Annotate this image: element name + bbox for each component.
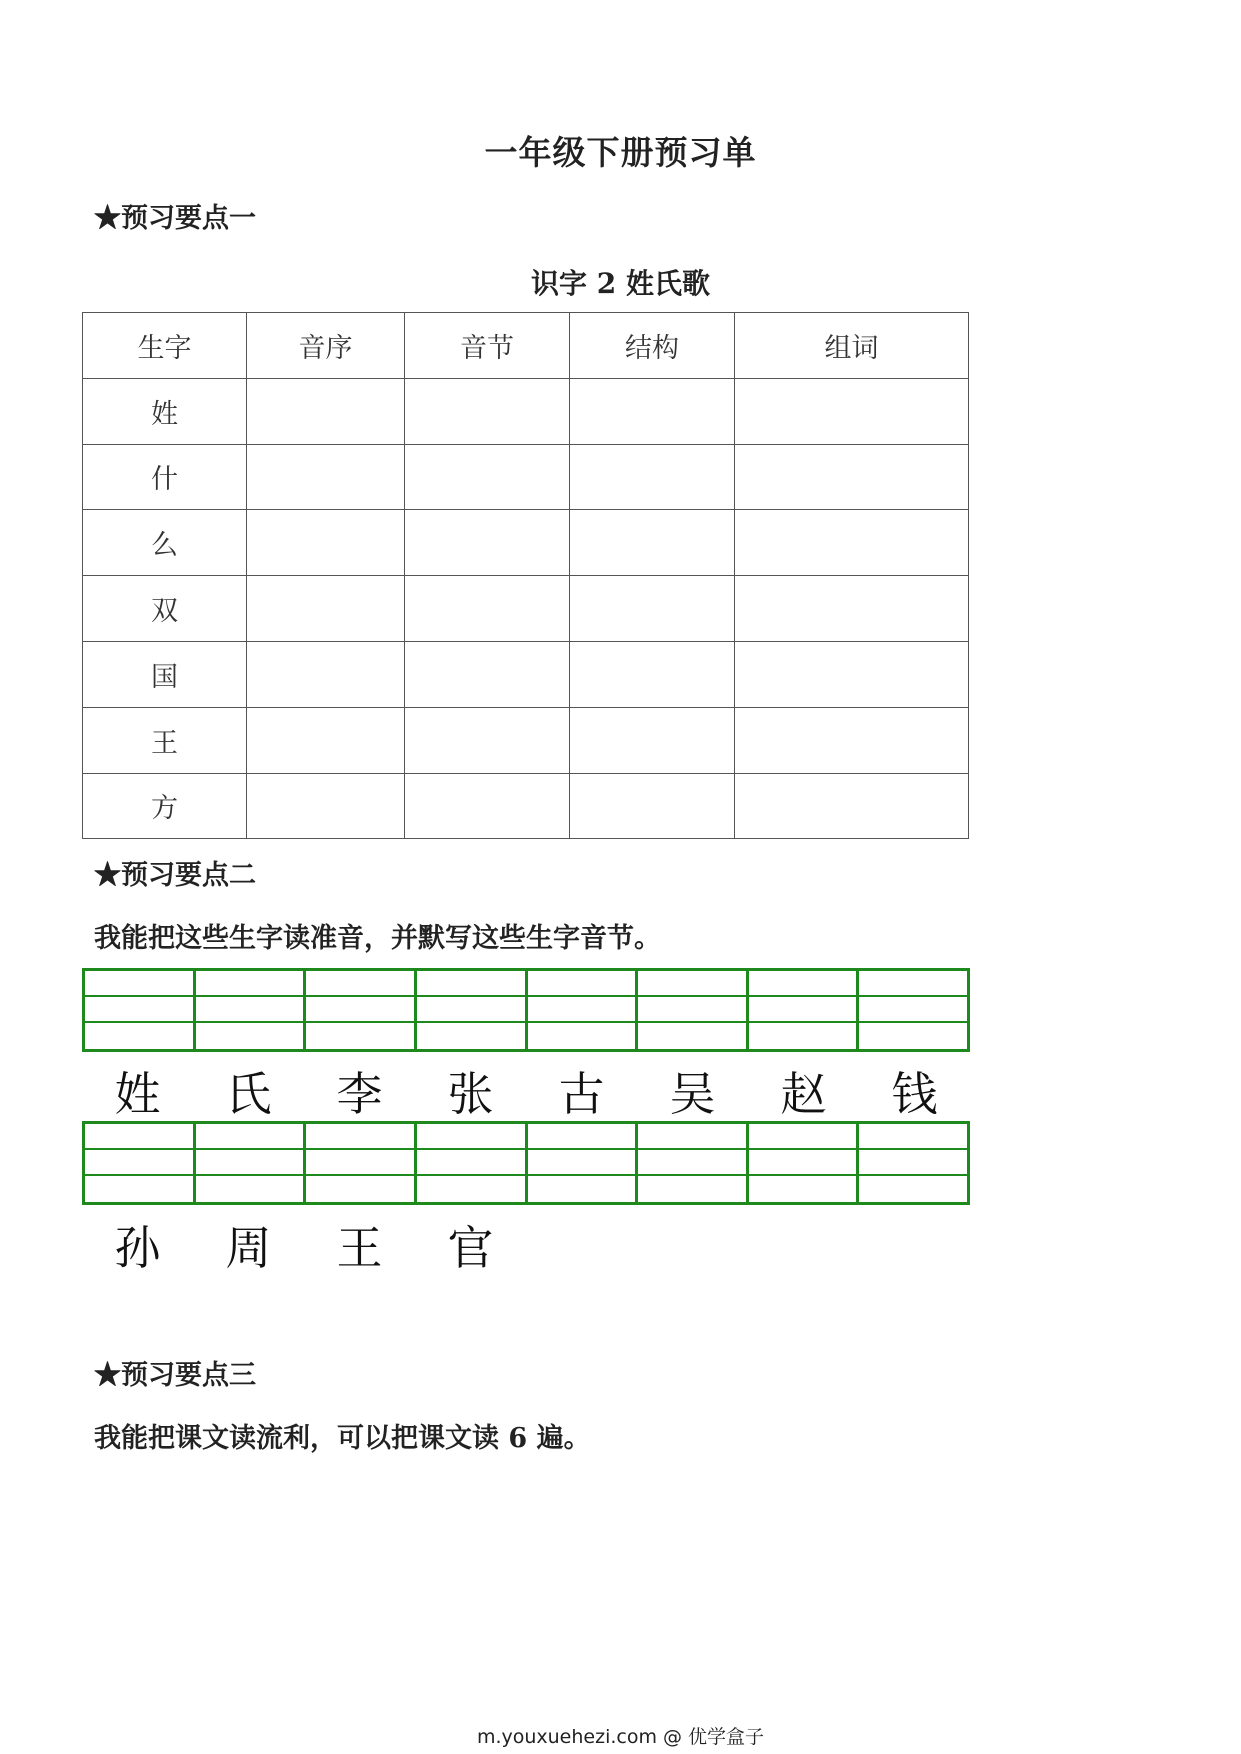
word-blank[interactable] [735, 378, 969, 444]
table-row [83, 707, 969, 773]
syllable-blank[interactable] [405, 773, 570, 839]
character-table [82, 312, 969, 839]
structure-blank[interactable] [570, 378, 735, 444]
structure-blank[interactable] [570, 444, 735, 510]
table-row [83, 641, 969, 707]
section3-instruction: 我能把课文读流利，可以把课文读 6 遍。 [94, 1423, 591, 1454]
syllable-blank[interactable] [405, 444, 570, 510]
pinyin-writing-cell[interactable] [414, 1121, 525, 1205]
character-cell: 双 [83, 576, 247, 642]
structure-blank[interactable] [570, 510, 735, 576]
practice-character: 王 [336, 1221, 383, 1275]
pinyin-writing-cell[interactable] [82, 1121, 193, 1205]
practice-character: 李 [336, 1067, 383, 1121]
character-cell: 王 [83, 707, 247, 773]
header-syllable: 音节 [405, 313, 570, 379]
word-blank[interactable] [735, 444, 969, 510]
initial-blank[interactable] [247, 378, 405, 444]
word-blank[interactable] [735, 510, 969, 576]
syllable-blank[interactable] [405, 378, 570, 444]
pinyin-writing-cell[interactable] [193, 1121, 304, 1205]
character-cell: 方 [83, 773, 247, 839]
character-row-2 [82, 1212, 970, 1278]
pinyin-grid-row-2 [82, 1121, 970, 1205]
section-heading-2: ★预习要点二 [94, 860, 256, 891]
footer-watermark: m.youxuehezi.com @ 优学盒子 [476, 1726, 765, 1748]
pinyin-writing-cell[interactable] [635, 968, 746, 1052]
table-row [83, 444, 969, 510]
header-initial: 音序 [247, 313, 405, 379]
practice-character: 赵 [780, 1067, 827, 1121]
pinyin-writing-cell[interactable] [525, 968, 636, 1052]
character-cell: 么 [83, 510, 247, 576]
practice-character: 氏 [225, 1067, 272, 1121]
lesson-title: 识字 2 姓氏歌 [531, 267, 710, 300]
table-row [83, 510, 969, 576]
structure-blank[interactable] [570, 707, 735, 773]
structure-blank[interactable] [570, 576, 735, 642]
initial-blank[interactable] [247, 576, 405, 642]
section2-instruction: 我能把这些生字读准音，并默写这些生字音节。 [94, 923, 661, 954]
header-character: 生字 [83, 313, 247, 379]
character-cell: 姓 [83, 378, 247, 444]
word-blank[interactable] [735, 707, 969, 773]
initial-blank[interactable] [247, 444, 405, 510]
pinyin-writing-cell[interactable] [525, 1121, 636, 1205]
pinyin-writing-cell[interactable] [746, 1121, 857, 1205]
pinyin-writing-cell[interactable] [856, 968, 970, 1052]
structure-blank[interactable] [570, 641, 735, 707]
table-row [83, 773, 969, 839]
initial-blank[interactable] [247, 641, 405, 707]
syllable-blank[interactable] [405, 707, 570, 773]
practice-character: 钱 [891, 1067, 938, 1121]
page-title: 一年级下册预习单 [484, 133, 757, 172]
pinyin-writing-cell[interactable] [856, 1121, 970, 1205]
pinyin-writing-cell[interactable] [193, 968, 304, 1052]
word-blank[interactable] [735, 773, 969, 839]
word-blank[interactable] [735, 576, 969, 642]
syllable-blank[interactable] [405, 576, 570, 642]
practice-character: 周 [225, 1221, 272, 1275]
pinyin-writing-cell[interactable] [746, 968, 857, 1052]
syllable-blank[interactable] [405, 641, 570, 707]
pinyin-grid-row-1 [82, 968, 970, 1052]
practice-character: 吴 [669, 1067, 716, 1121]
table-row [83, 576, 969, 642]
section-heading-1: ★预习要点一 [94, 203, 256, 234]
table-row [83, 378, 969, 444]
practice-character: 姓 [114, 1067, 161, 1121]
structure-blank[interactable] [570, 773, 735, 839]
initial-blank[interactable] [247, 773, 405, 839]
practice-character: 孙 [114, 1221, 161, 1275]
practice-character: 张 [447, 1067, 494, 1121]
pinyin-writing-cell[interactable] [303, 968, 414, 1052]
section-heading-3: ★预习要点三 [94, 1360, 256, 1391]
practice-character: 古 [558, 1067, 605, 1121]
practice-character: 官 [447, 1221, 494, 1275]
character-cell: 国 [83, 641, 247, 707]
table-header-row [83, 313, 969, 379]
syllable-blank[interactable] [405, 510, 570, 576]
pinyin-writing-cell[interactable] [303, 1121, 414, 1205]
word-blank[interactable] [735, 641, 969, 707]
character-row-1 [82, 1058, 970, 1124]
pinyin-writing-cell[interactable] [82, 968, 193, 1052]
initial-blank[interactable] [247, 707, 405, 773]
initial-blank[interactable] [247, 510, 405, 576]
pinyin-writing-cell[interactable] [635, 1121, 746, 1205]
header-structure: 结构 [570, 313, 735, 379]
character-cell: 什 [83, 444, 247, 510]
header-word: 组词 [735, 313, 969, 379]
pinyin-writing-cell[interactable] [414, 968, 525, 1052]
